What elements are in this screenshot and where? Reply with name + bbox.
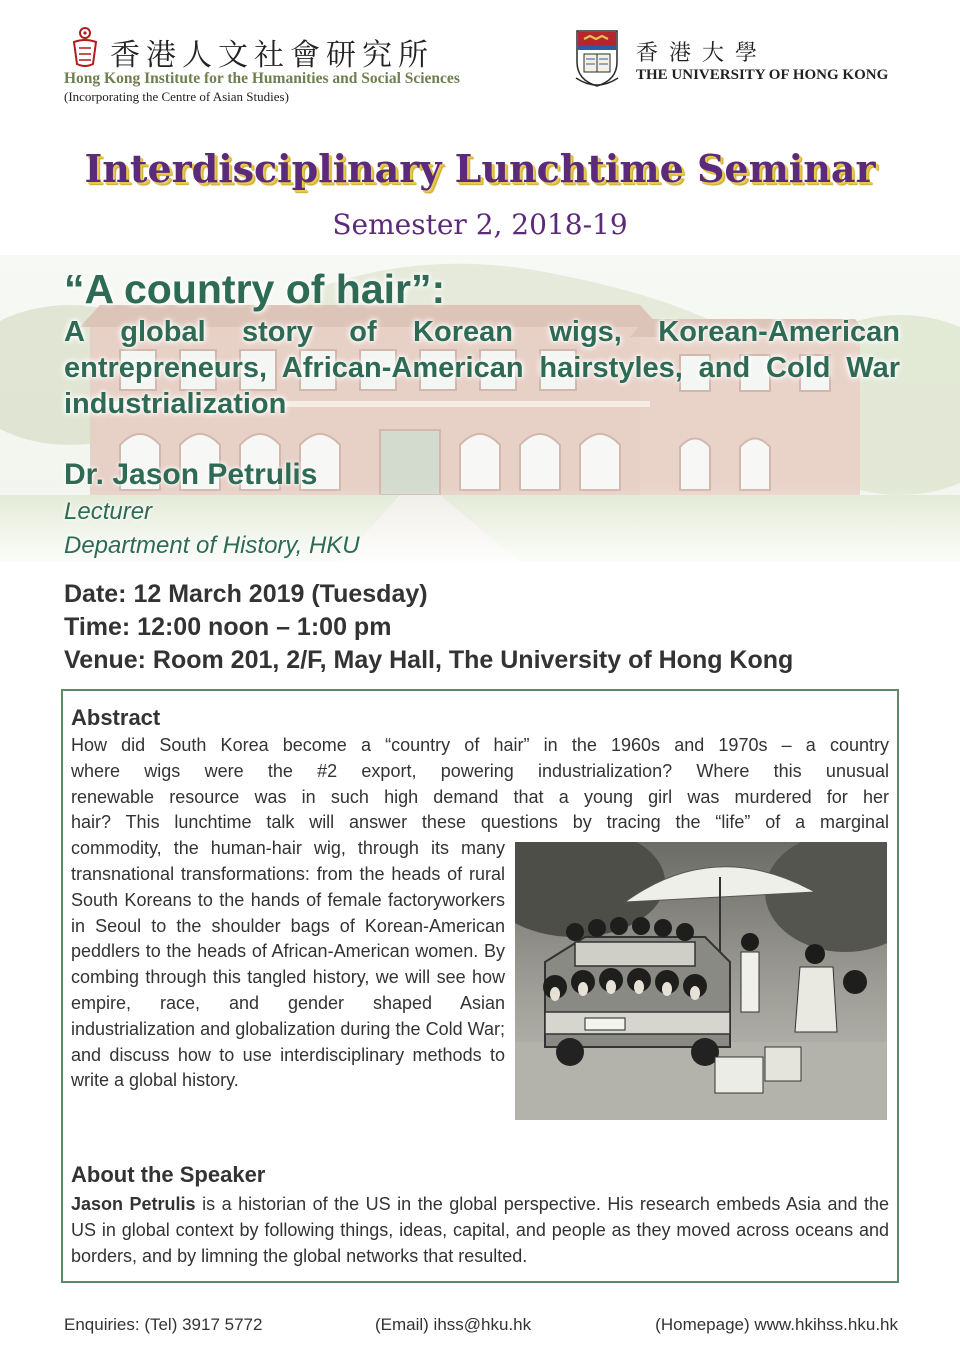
wig-seller-photo [515, 842, 887, 1120]
event-venue: Venue: Room 201, 2/F, May Hall, The University of Hong Kong [64, 646, 794, 674]
event-date: Date: 12 March 2019 (Tuesday) [64, 580, 428, 608]
abstract-line-4: hair? This lunchtime talk will answer these questions by tracing the “life” of a marginal [71, 812, 889, 833]
talk-title-rest: A global story of Korean wigs, Korean-American entrepreneurs, African-American hairstyles, and Cold War industrialization [64, 316, 900, 420]
event-time: Time: 12:00 noon – 1:00 pm [64, 613, 392, 641]
speaker-bio-name: Jason Petrulis [71, 1194, 196, 1214]
abstract-line-1: How did South Korea become a “country of hair” in the 1960s and 1970s – a country [71, 735, 889, 755]
seminar-series-title: Interdisciplinary Lunchtime Seminar [84, 146, 876, 191]
talk-title [64, 264, 900, 422]
speaker-bio [71, 1192, 889, 1269]
abstract-heading: Abstract [71, 705, 161, 730]
hku-crest-icon [574, 28, 620, 90]
speaker-role: Lecturer [64, 498, 153, 525]
event-details [64, 578, 793, 677]
footer-homepage[interactable]: (Homepage) www.hkihss.hku.hk [655, 1315, 898, 1334]
speaker-department: Department of History, HKU [64, 532, 360, 559]
footer-email[interactable]: (Email) ihss@hku.hk [375, 1315, 532, 1334]
ihss-name-english: Hong Kong Institute for the Humanities and Social Sciences [64, 70, 460, 87]
about-speaker-heading: About the Speaker [71, 1162, 266, 1187]
ihss-logo-icon [62, 24, 108, 70]
hku-name-english: THE UNIVERSITY OF HONG KONG [636, 67, 889, 83]
ihss-name-chinese: 香港人文社會研究所 [110, 38, 434, 73]
footer-tel: Enquiries: (Tel) 3917 5772 [64, 1315, 263, 1334]
speaker-bio-text: is a historian of the US in the global perspective. His research embeds Asia and the US in global context by following things, ideas, capital, and people as they moved across oceans and borders, and by limning the global networks that resulted. [71, 1194, 890, 1266]
talk-title-line1: “A country of hair”: [64, 266, 446, 312]
hku-name-chinese: 香港大學 [636, 41, 769, 66]
speaker-name: Dr. Jason Petrulis [64, 458, 318, 491]
abstract-line-3: renewable resource was in such high demand that a young girl was murdered for her [71, 786, 889, 807]
semester-label: Semester 2, 2018-19 [332, 208, 628, 241]
ihss-subtitle: (Incorporating the Centre of Asian Studies) [64, 89, 289, 104]
abstract-line-2: where wigs were the #2 export, powering industrialization? Where this unusual [71, 760, 889, 781]
abstract-body-narrow: commodity, the human-hair wig, through its many transnational transformations: from the heads of rural South Koreans to the hands of female factoryworkers in Seoul to the shoulder bags of Korean-American peddlers to the heads of African-American women. By combing through this tangled history, we will see how empire, race, and gender shaped Asian industrialization and globalization during the Cold War; and discuss how to use interdisciplinary methods to write a global history. [71, 838, 505, 1091]
